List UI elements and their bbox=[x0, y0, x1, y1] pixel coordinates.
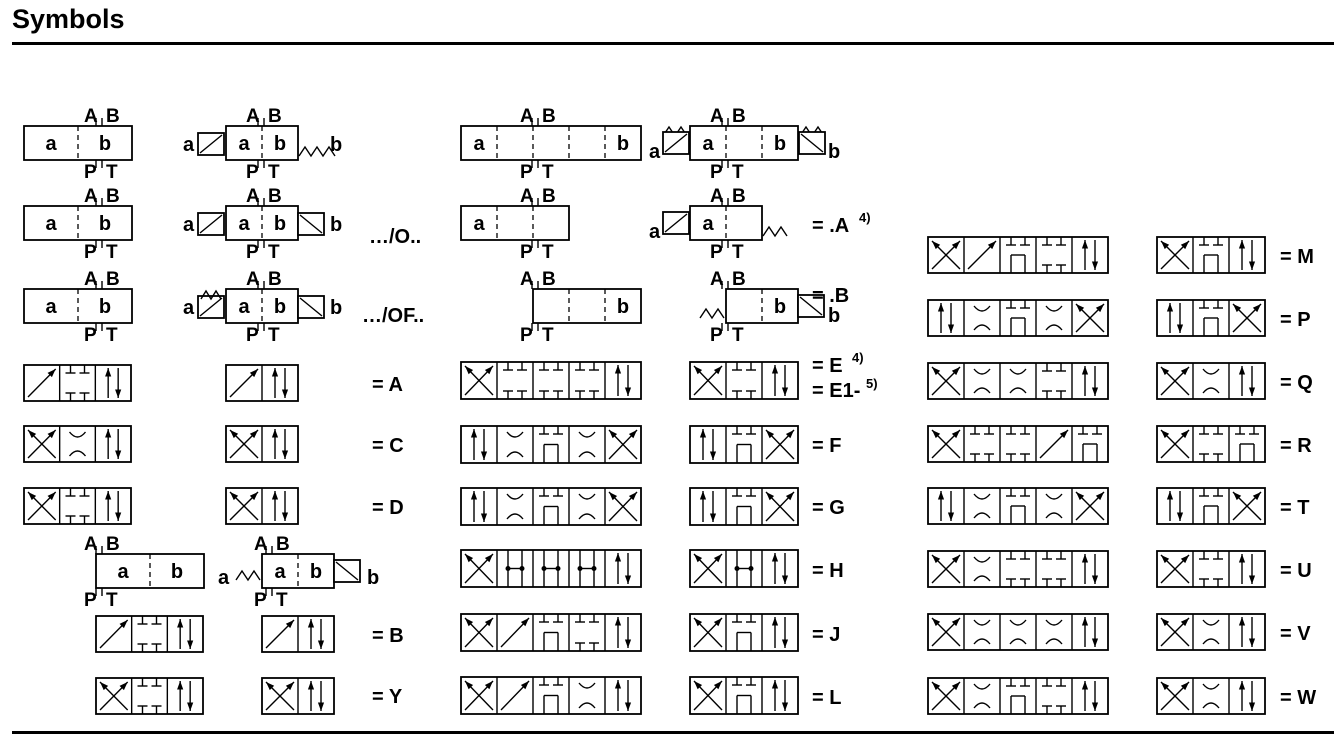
position-label: a bbox=[117, 561, 129, 583]
port-label-a: A bbox=[520, 106, 534, 127]
position-label: a bbox=[238, 213, 250, 235]
suffix-q: = Q bbox=[1280, 372, 1313, 394]
junction-dot bbox=[735, 566, 740, 571]
port-label-a: A bbox=[710, 269, 724, 290]
suffix-o: …/O.. bbox=[369, 226, 422, 248]
port-label-t: T bbox=[732, 242, 744, 263]
schematic-box bbox=[24, 426, 131, 462]
port-label-b: B bbox=[268, 106, 282, 127]
port-label-p: P bbox=[84, 162, 97, 183]
page-title: Symbols bbox=[12, 4, 125, 34]
suffix-t: = T bbox=[1280, 497, 1310, 519]
port-label-p: P bbox=[84, 590, 97, 611]
suffix-m: = M bbox=[1280, 246, 1314, 268]
port-label-t: T bbox=[268, 325, 280, 346]
position-label: a bbox=[238, 296, 250, 318]
position-label: b bbox=[773, 296, 787, 318]
port-label-a: A bbox=[520, 269, 534, 290]
port-label-b: B bbox=[732, 269, 746, 290]
port-label-a: A bbox=[246, 186, 260, 207]
position-label: a bbox=[45, 296, 57, 318]
position-label: a bbox=[45, 133, 57, 155]
port-label-a: A bbox=[710, 186, 724, 207]
suffix-e: = E bbox=[812, 355, 843, 377]
suffix-u: = U bbox=[1280, 560, 1312, 582]
position-label: b bbox=[98, 296, 112, 318]
junction-dot bbox=[749, 566, 754, 571]
port-label-t: T bbox=[542, 162, 554, 183]
suffix-w: = W bbox=[1280, 687, 1317, 709]
position-label: a bbox=[473, 213, 485, 235]
port-label-p: P bbox=[246, 242, 259, 263]
port-label-p: P bbox=[710, 242, 723, 263]
schematic-box bbox=[928, 614, 1108, 650]
port-label-b: B bbox=[106, 186, 120, 207]
suffix-of: …/OF.. bbox=[362, 305, 425, 327]
position-label: b bbox=[273, 296, 287, 318]
port-label-a: A bbox=[520, 186, 534, 207]
footnote-5: 5) bbox=[866, 376, 878, 391]
actuator-label-a: a bbox=[218, 567, 230, 589]
suffix-r: = R bbox=[1280, 435, 1312, 457]
port-label-t: T bbox=[268, 242, 280, 263]
schematic-box bbox=[96, 616, 203, 652]
port-label-a: A bbox=[254, 534, 268, 555]
suffix-c: = C bbox=[372, 435, 404, 457]
position-label: b bbox=[273, 213, 287, 235]
port-label-b: B bbox=[106, 534, 120, 555]
spring-icon bbox=[236, 571, 260, 580]
position-label: a bbox=[238, 133, 250, 155]
junction-dot bbox=[506, 566, 511, 571]
bottom-rule bbox=[12, 731, 1334, 734]
suffix-f: = F bbox=[812, 435, 842, 457]
port-label-t: T bbox=[542, 242, 554, 263]
suffix-p: = P bbox=[1280, 309, 1311, 331]
actuator-label-a: a bbox=[183, 214, 195, 236]
schematic-box bbox=[928, 363, 1108, 399]
position-label: a bbox=[473, 133, 485, 155]
schematic-box bbox=[690, 362, 798, 399]
spring-icon bbox=[700, 309, 724, 318]
suffix-e1: = E1- bbox=[812, 380, 861, 402]
port-label-t: T bbox=[106, 162, 118, 183]
port-label-b: B bbox=[276, 534, 290, 555]
actuator-label-b: b bbox=[828, 141, 841, 163]
schematic-box bbox=[1157, 551, 1265, 587]
schematic-box bbox=[24, 365, 131, 401]
port-label-a: A bbox=[84, 269, 98, 290]
port-label-p: P bbox=[84, 325, 97, 346]
valve-labels bbox=[45, 106, 1316, 709]
port-label-b: B bbox=[542, 186, 556, 207]
port-label-b: B bbox=[542, 106, 556, 127]
port-label-p: P bbox=[710, 325, 723, 346]
suffix-h: = H bbox=[812, 560, 844, 582]
suffix-a: = A bbox=[372, 374, 403, 396]
port-label-t: T bbox=[106, 325, 118, 346]
suffix-v: = V bbox=[1280, 623, 1311, 645]
port-label-p: P bbox=[520, 162, 533, 183]
actuator-label-a: a bbox=[649, 141, 661, 163]
junction-dot bbox=[556, 566, 561, 571]
port-label-a: A bbox=[84, 186, 98, 207]
position-label: a bbox=[274, 561, 286, 583]
schematic-box bbox=[928, 426, 1108, 462]
suffix-d: = D bbox=[372, 497, 404, 519]
port-label-p: P bbox=[246, 325, 259, 346]
actuator-label-b: b bbox=[330, 214, 343, 236]
port-label-b: B bbox=[268, 186, 282, 207]
actuator-label-b: b bbox=[330, 134, 343, 156]
port-label-a: A bbox=[246, 269, 260, 290]
actuator-label-b: b bbox=[367, 567, 380, 589]
actuator-label-b: b bbox=[828, 305, 841, 327]
position-label: a bbox=[45, 213, 57, 235]
position-label: b bbox=[773, 133, 787, 155]
suffix-l: = L bbox=[812, 687, 842, 709]
port-label-b: B bbox=[106, 106, 120, 127]
port-label-a: A bbox=[246, 106, 260, 127]
spring-icon bbox=[763, 227, 787, 236]
port-label-b: B bbox=[732, 186, 746, 207]
schematic-box bbox=[1157, 678, 1265, 714]
actuator-label-b: b bbox=[330, 297, 343, 319]
schematic-box bbox=[461, 362, 641, 399]
position-label: b bbox=[98, 213, 112, 235]
port-label-p: P bbox=[246, 162, 259, 183]
port-label-p: P bbox=[254, 590, 267, 611]
junction-dot bbox=[520, 566, 525, 571]
port-label-a: A bbox=[84, 534, 98, 555]
suffix-y: = Y bbox=[372, 686, 403, 708]
footnote-4: 4) bbox=[859, 210, 871, 225]
port-label-p: P bbox=[520, 325, 533, 346]
port-label-b: B bbox=[732, 106, 746, 127]
port-label-t: T bbox=[732, 162, 744, 183]
schematic-box bbox=[1157, 614, 1265, 650]
schematic-box bbox=[96, 678, 203, 714]
port-label-b: B bbox=[106, 269, 120, 290]
schematic-box bbox=[1157, 363, 1265, 399]
position-label: b bbox=[616, 133, 630, 155]
footnote-4: 4) bbox=[852, 350, 864, 365]
port-label-p: P bbox=[84, 242, 97, 263]
suffix-g: = G bbox=[812, 497, 845, 519]
schematic-box bbox=[928, 551, 1108, 587]
junction-dot bbox=[592, 566, 597, 571]
position-label: a bbox=[702, 133, 714, 155]
spool-box bbox=[461, 126, 641, 160]
suffix-j: = J bbox=[812, 624, 841, 646]
valve-boxes bbox=[24, 118, 1265, 714]
port-label-a: A bbox=[710, 106, 724, 127]
port-label-t: T bbox=[268, 162, 280, 183]
suffix-dot-b: = .B bbox=[812, 285, 850, 307]
junction-dot bbox=[578, 566, 583, 571]
port-label-t: T bbox=[276, 590, 288, 611]
port-label-b: B bbox=[268, 269, 282, 290]
suffix-dot-a: = .A bbox=[812, 215, 850, 237]
position-label: b bbox=[98, 133, 112, 155]
actuator-label-a: a bbox=[649, 221, 661, 243]
port-label-t: T bbox=[542, 325, 554, 346]
position-label: b bbox=[273, 133, 287, 155]
position-label: b bbox=[309, 561, 323, 583]
position-label: a bbox=[702, 213, 714, 235]
port-label-b: B bbox=[542, 269, 556, 290]
port-label-a: A bbox=[84, 106, 98, 127]
junction-dot bbox=[542, 566, 547, 571]
schematic-box bbox=[24, 488, 131, 524]
actuator-label-a: a bbox=[183, 297, 195, 319]
port-label-t: T bbox=[106, 242, 118, 263]
port-label-p: P bbox=[710, 162, 723, 183]
position-label: b bbox=[170, 561, 184, 583]
actuator-label-a: a bbox=[183, 134, 195, 156]
position-label: b bbox=[616, 296, 630, 318]
suffix-b: = B bbox=[372, 625, 404, 647]
port-label-t: T bbox=[106, 590, 118, 611]
port-label-p: P bbox=[520, 242, 533, 263]
port-label-t: T bbox=[732, 325, 744, 346]
